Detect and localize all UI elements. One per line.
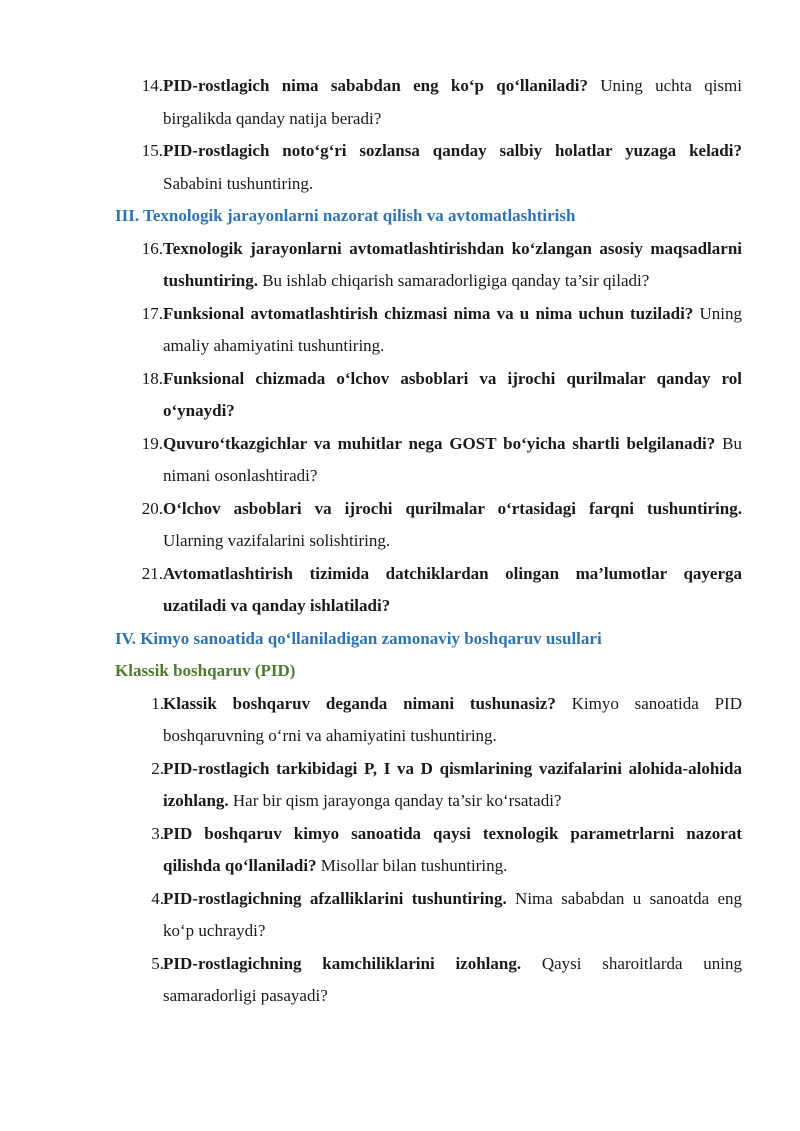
question-text: Funksional chizmada o‘lchov asboblari va ijrochi qurilmalar qanday rol o‘ynaydi? (163, 368, 742, 420)
question-number: 1. (151, 693, 164, 713)
question-text: PID-rostlagich nima sababdan eng ko‘p qo‘llaniladi? (163, 76, 588, 95)
section-heading-iv: IV. Kimyo sanoatida qo‘llaniladigan zamonaviy boshqaruv usullari (115, 628, 602, 648)
question-14 (141, 70, 742, 135)
question-21 (141, 558, 742, 623)
question-followup: Har bir qism jarayonga qanday ta’sir ko‘rsatadi? (228, 791, 562, 810)
question-number: 14. (141, 76, 163, 95)
question-followup: Bu ishlab chiqarish samaradorligiga qanday ta’sir qiladi? (257, 271, 650, 290)
question-followup: Sababini tushuntiring. (163, 173, 314, 193)
question-text: Texnologik jarayonlarni avtomatlashtirishdan ko‘zlangan asosiy maqsadlarni tushuntiring. (163, 238, 742, 290)
question-text: PID boshqaruv kimyo sanoatida qaysi texnologik parametrlarni nazorat qilishda qo‘llaniladi? (163, 823, 742, 875)
question-number: 17. (141, 303, 163, 323)
question-3 (151, 818, 742, 883)
question-followup: Uning amaliy ahamiyatini tushuntiring. (163, 303, 742, 355)
question-text: Quvuro‘tkazgichlar va muhitlar nega GOST bo‘yicha shartli belgilanadi? (163, 433, 716, 453)
question-followup: Nima sababdan u sanoatda eng ko‘p uchraydi? (163, 888, 743, 940)
document-page (0, 70, 800, 1013)
subsection-heading-pid: Klassik boshqaruv (PID) (115, 661, 296, 680)
question-number: 20. (141, 498, 163, 518)
question-18 (141, 363, 742, 428)
question-followup: Uning uchta qismi birgalikda qanday natija beradi? (163, 76, 742, 128)
question-followup: Qaysi sharoitlarda uning samaradorligi pasayadi? (163, 953, 742, 1005)
question-text: Funksional avtomatlashtirish chizmasi nima va u nima uchun tuziladi? (163, 303, 694, 323)
question-number: 15. (141, 141, 163, 160)
question-number: 16. (141, 238, 163, 258)
question-19 (141, 428, 743, 493)
question-text: Klassik boshqaruv deganda nimani tushunasiz? (163, 693, 556, 713)
question-20 (141, 493, 742, 558)
question-number: 3. (151, 823, 164, 843)
question-4 (151, 883, 743, 948)
question-2 (151, 753, 742, 818)
question-followup: Ularning vazifalarini solishtiring. (163, 531, 391, 550)
question-text: PID-rostlagichning afzalliklarini tushuntiring. (163, 888, 507, 908)
question-1 (151, 688, 742, 753)
question-text: Avtomatlashtirish tizimida datchiklardan olingan ma’lumotlar qayerga uzatiladi va qanday ishlatiladi? (163, 563, 742, 615)
question-text: PID-rostlagich noto‘g‘ri sozlansa qanday salbiy holatlar yuzaga keladi? (163, 141, 742, 160)
question-number: 2. (151, 758, 164, 778)
question-text: PID-rostlagich tarkibidagi P, I va D qismlarining vazifalarini alohida-alohida izohlang. (163, 758, 742, 810)
question-number: 19. (141, 433, 163, 453)
question-text: O‘lchov asboblari va ijrochi qurilmalar o‘rtasidagi farqni tushuntiring. (163, 498, 742, 518)
question-number: 18. (141, 368, 163, 388)
question-5 (151, 948, 742, 1013)
question-number: 5. (151, 953, 164, 973)
section-heading-iii: III. Texnologik jarayonlarni nazorat qilish va avtomatlashtirish (115, 206, 576, 225)
question-text: PID-rostlagichning kamchiliklarini izohlang. (163, 953, 522, 973)
question-number: 4. (151, 888, 164, 908)
question-17 (141, 298, 742, 363)
question-16 (141, 233, 742, 298)
question-number: 21. (141, 563, 163, 583)
question-15 (141, 135, 742, 200)
question-followup: Bu nimani osonlashtiradi? (163, 433, 743, 485)
question-followup: Kimyo sanoatida PID boshqaruvning o‘rni va ahamiyatini tushuntiring. (163, 693, 742, 745)
question-followup: Misollar bilan tushuntiring. (316, 856, 508, 875)
